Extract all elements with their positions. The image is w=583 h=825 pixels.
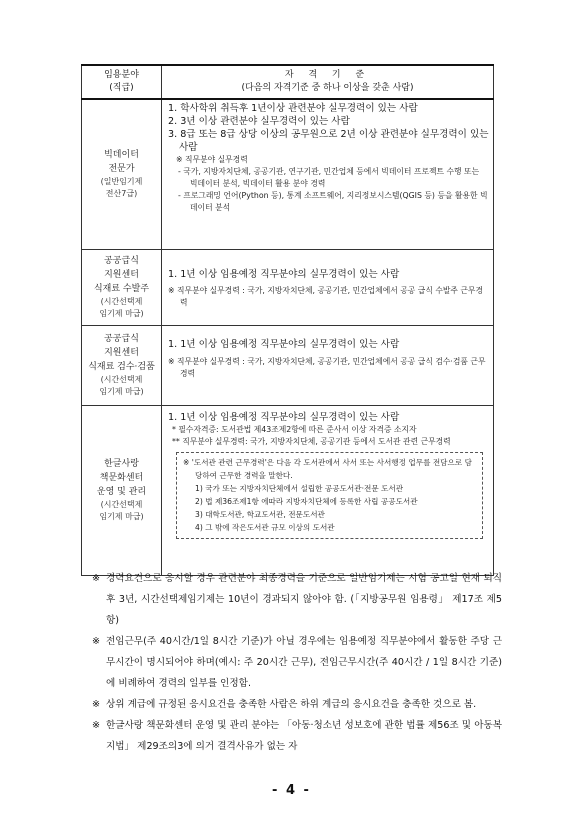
qualification-item: 2. 3년 이상 관련분야 실무경력이 있는 사람: [168, 116, 350, 127]
field-name: 전문가: [108, 164, 135, 175]
field-grade: 임기제 마급): [99, 512, 144, 521]
qualification-note: - 국가, 지방자치단체, 공공기관, 연구기관, 민간업체 등에서 빅데이터 프로젝트 수행 또는 빅데이터 분석, 빅데이터 활용 분야 경력: [178, 167, 480, 188]
footnote: [92, 568, 502, 631]
field-name: 공공급식: [104, 334, 139, 344]
box-item: 3) 대학도서관, 학교도서관, 전문도서관: [195, 509, 325, 519]
field-name: 식재료 검수·검품: [88, 362, 155, 372]
qualification-cell: [162, 99, 494, 249]
footnote: [92, 715, 502, 757]
field-grade: (시간선택제: [100, 500, 143, 509]
footnote-mark: ※: [92, 720, 101, 731]
field-cell: [82, 325, 162, 405]
field-cell: [82, 99, 162, 249]
table-header-row: [82, 65, 494, 99]
header-field-subtitle: (직급): [109, 83, 134, 93]
qualification-item: 1. 1년 이상 임용예정 직무분야의 실무경력이 있는 사람: [168, 338, 400, 350]
qualification-cell: [162, 249, 494, 325]
footnote-text: 한글사랑 책문화센터 운영 및 관리 분야는 「아동·청소년 성보호에 관한 법률 제56조 및 아동복지법」 제29조의3에 의거 결격사유가 없는 자: [106, 720, 502, 752]
field-grade: (시간선택제: [100, 375, 143, 384]
qualification-note: ※ 직무분야 실무경력 : 국가, 지방자치단체, 공공기관, 민간업체에서 공공 급식 수발주 근무경력: [168, 285, 483, 307]
field-name: 책문화센터: [99, 473, 144, 483]
footnote-text: 상위 계급에 규정된 응시요건을 충족한 사람은 하위 계급의 응시요건을 충족한 것으로 봄.: [106, 699, 477, 710]
box-item: 2) 법 제36조제1항 에따라 지방자치단체에 등록한 사립 공공도서관: [195, 496, 418, 506]
field-name: 빅데이터: [104, 150, 139, 161]
footnote-mark: ※: [92, 573, 101, 584]
field-name: 한글사랑: [104, 459, 139, 469]
library-career-box: [176, 452, 483, 539]
header-field: [82, 65, 162, 99]
field-name: 운영 및 관리: [96, 487, 147, 497]
field-grade: (일반임기제: [100, 177, 143, 187]
footnote: [92, 694, 502, 715]
qualification-note: ※ 직무분야 실무경력: [176, 155, 248, 164]
field-name: 지원센터: [104, 348, 139, 358]
qualification-cell: [162, 405, 494, 575]
field-name: 식재료 수발주: [93, 284, 150, 294]
field-grade: 전산7급): [105, 189, 138, 199]
qualification-item: 1. 1년 이상 임용예정 직무분야의 실무경력이 있는 사람: [168, 268, 400, 280]
field-grade: 임기제 마급): [99, 387, 144, 396]
qualification-table: [81, 64, 494, 576]
qualification-note: - 프로그래밍 언어(Python 등), 통계 소프트웨어, 지리정보시스템(QGIS 등) 등을 활용한 빅데이터 분석: [178, 191, 488, 212]
box-item: 4) 그 밖에 작은도서관 규모 이상의 도서관: [195, 522, 335, 532]
field-name: 공공급식: [104, 256, 139, 266]
footnote-mark: ※: [92, 699, 101, 710]
qualification-cell: [162, 325, 494, 405]
qualification-item: 1. 학사학위 취득후 1년이상 관련분야 실무경력이 있는 사람: [168, 103, 418, 114]
box-intro: ※ '도서관 관련 근무경력'은 다음 각 도서관에서 사서 또는 사서행정 업무를 전담으로 담당하여 근무한 경력을 말한다.: [183, 457, 472, 480]
qualification-note: * 필수자격증: 도서관법 제43조제2항에 따른 준사서 이상 자격증 소지자: [172, 424, 417, 434]
qualification-item: 1. 1년 이상 임용예정 직무분야의 실무경력이 있는 사람: [168, 411, 400, 423]
table-row: [82, 325, 494, 405]
table-row: [82, 249, 494, 325]
footnote-text: 경력요건으로 응시할 경우 관련분야 최종경력을 기준으로 일반임기제는 시험 공고일 현재 퇴직 후 3년, 시간선택제임기제는 10년이 경과되지 않아야 함. (「지방공무원 임용령」 제17조 제5항): [106, 573, 502, 626]
field-grade: (시간선택제: [100, 297, 143, 306]
table-row: [82, 99, 494, 249]
page-number: - 4 -: [272, 783, 311, 798]
qualification-note: ** 직무분야 실무경력: 국가, 지방자치단체, 공공기관 등에서 도서관 관련 근무경력: [172, 436, 451, 446]
field-cell: [82, 405, 162, 575]
field-name: 지원센터: [104, 270, 139, 280]
qualification-item: 3. 8급 또는 8급 상당 이상의 공무원으로 2년 이상 관련분야 실무경력이 있는 사람: [168, 129, 489, 153]
footnote-mark: ※: [92, 636, 101, 647]
box-item: 1) 국가 또는 지방자치단체에서 설립한 공공도서관·전문 도서관: [195, 483, 404, 493]
field-grade: 임기제 마급): [99, 309, 144, 318]
footnotes: [92, 568, 502, 757]
table-row: [82, 405, 494, 575]
footnote: [92, 631, 502, 694]
header-qual-subtitle: (다음의 자격기준 중 하나 이상을 갖춘 사람): [241, 83, 414, 93]
header-qual-title: 자 격 기 준: [284, 70, 371, 80]
footnote-text: 전임근무(주 40시간/1일 8시간 기준)가 아닐 경우에는 임용예정 직무분야에서 활동한 주당 근무시간이 명시되어야 하며(예시: 주 20시간 근무), 전임근무시간(주 40시간 / 1일 8시간 기준)에 비례하여 경력의 일부를 인정함.: [106, 636, 502, 689]
header-qualification: [162, 65, 494, 99]
qualification-note: ※ 직무분야 실무경력 : 국가, 지방자치단체, 공공기관, 민간업체에서 공공 급식 검수·검품 근무경력: [168, 356, 486, 378]
field-cell: [82, 249, 162, 325]
header-field-title: 임용분야: [104, 70, 139, 80]
